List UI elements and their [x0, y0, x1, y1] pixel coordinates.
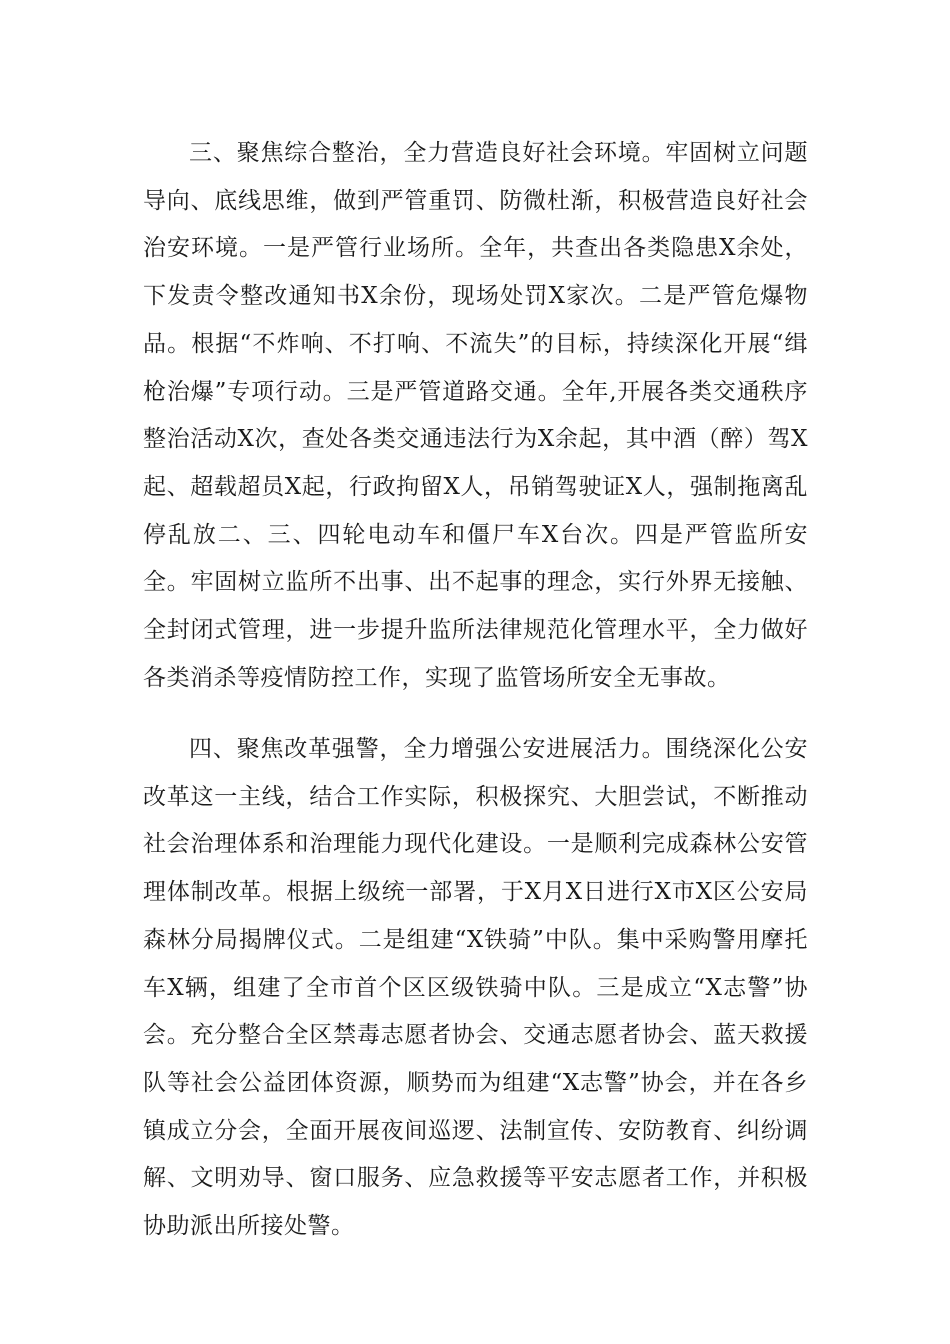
paragraph-comprehensive-rectification: 三、聚焦综合整治，全力营造良好社会环境。牢固树立问题导向、底线思维，做到严管重罚、防微杜渐，积极营造良好社会治安环境。一是严管行业场所。全年，共查出各类隐患X余处，下发责令整改通知书X余份，现场处罚X家次。二是严管危爆物品。根据“不炸响、不打响、不流失”的目标，持续深化开展“缉枪治爆”专项行动。三是严管道路交通。全年,开展各类交通秩序整治活动X次，查处各类交通违法行为X余起，其中酒（醉）驾X起、超载超员X起，行政拘留X人，吊销驾驶证X人，强制拖离乱停乱放二、三、四轮电动车和僵尸车X台次。四是严管监所安全。牢固树立监所不出事、出不起事的理念，实行外界无接触、全封闭式管理，进一步提升监所法律规范化管理水平，全力做好各类消杀等疫情防控工作，实现了监管场所安全无事故。 — [143, 140, 808, 691]
paragraph-reform-police: 四、聚焦改革强警，全力增强公安进展活力。围绕深化公安改革这一主线，结合工作实际，积极探究、大胆尝试，不断推动社会治理体系和治理能力现代化建设。一是顺利完成森林公安管理体制改革。根据上级统一部署，于X月X日进行X市X区公安局森林分局揭牌仪式。二是组建“X铁骑”中队。集中采购警用摩托车X辆，组建了全市首个区区级铁骑中队。三是成立“X志警”协会。充分整合全区禁毒志愿者协会、交通志愿者协会、蓝天救援队等社会公益团体资源，顺势而为组建“X志警”协会，并在各乡镇成立分会，全面开展夜间巡逻、法制宣传、安防教育、纠纷调解、文明劝导、窗口服务、应急救援等平安志愿者工作，并积极协助派出所接处警。 — [143, 736, 808, 1240]
